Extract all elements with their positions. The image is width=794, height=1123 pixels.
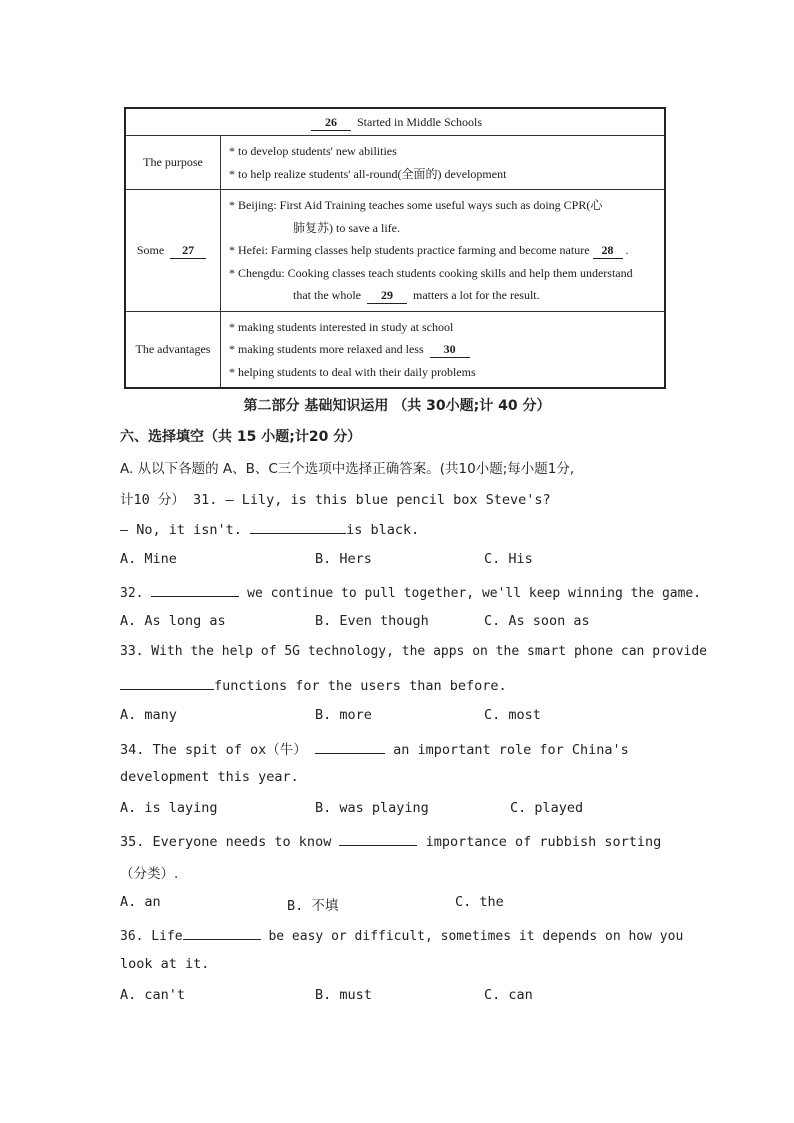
q36-option-a[interactable]: A. can't: [120, 987, 186, 1003]
q34-blank[interactable]: [315, 739, 385, 754]
q34-line-1: [120, 738, 629, 758]
advantage-item: [229, 338, 656, 361]
part-heading: 六、选择填空（共 15 小题;计20 分）: [120, 429, 362, 445]
q33-option-c[interactable]: C. most: [484, 707, 541, 723]
chengdu-line-2: [229, 284, 656, 307]
purpose-item: * to help realize students' all-round(全面的) development: [229, 166, 507, 181]
q34-option-b[interactable]: B. was playing: [315, 800, 429, 816]
q31-answer-post: is black.: [346, 522, 420, 538]
chengdu-line-1: * Chengdu: Cooking classes teach students cooking skills and help them understand: [229, 265, 633, 280]
some-content: [221, 190, 666, 312]
q35-option-c[interactable]: C. the: [455, 894, 504, 910]
q31-answer-line: [120, 519, 419, 538]
q31-option-c[interactable]: C. His: [484, 551, 533, 567]
q32-blank[interactable]: [151, 582, 239, 597]
q35-text-pre: 35. Everyone needs to know: [120, 834, 332, 850]
q35-blank[interactable]: [339, 831, 417, 846]
q36-option-c[interactable]: C. can: [484, 987, 533, 1003]
q32-line: [120, 582, 701, 601]
q34-text-pre: 34. The spit of ox（牛）: [120, 742, 307, 758]
q33-blank[interactable]: [120, 675, 214, 690]
q35-line-1: [120, 831, 661, 850]
advantages-label: The advantages: [125, 311, 221, 388]
q36-blank[interactable]: [183, 925, 261, 940]
q32-option-b[interactable]: B. Even though: [315, 613, 429, 629]
purpose-label: The purpose: [125, 136, 221, 190]
instruction-line-1: A. 从以下各题的 A、B、C三个选项中选择正确答案。(共10小题;每小题1分,: [120, 461, 575, 477]
table-title-text: Started in Middle Schools: [357, 114, 482, 129]
q33-line-1: 33. With the help of 5G technology, the apps on the smart phone can provide: [120, 644, 707, 659]
advantage-item: * making students interested in study at school: [229, 319, 454, 334]
q31-blank[interactable]: [250, 519, 346, 534]
some-label: Some: [136, 242, 165, 257]
blank-30: 30: [430, 341, 470, 358]
some-label-cell: [125, 190, 221, 312]
table-title-row: [125, 108, 665, 136]
q32-option-c[interactable]: C. As soon as: [484, 613, 590, 629]
table-title: [125, 108, 665, 136]
q33-line-2: [120, 675, 507, 694]
q35-option-b[interactable]: B. 不填: [287, 898, 339, 914]
purpose-content: [221, 136, 666, 190]
section-heading: 第二部分 基础知识运用 （共 30小题;计 40 分）: [243, 398, 551, 414]
q36-text-post: be easy or difficult, sometimes it depends on how you: [268, 929, 684, 944]
blank-27: 27: [170, 242, 206, 259]
chengdu-text-post: matters a lot for the result.: [412, 288, 540, 302]
beijing-line-1: * Beijing: First Aid Training teaches some useful ways such as doing CPR(心: [229, 198, 603, 212]
advantage-item-text: * making students more relaxed and less: [229, 342, 424, 356]
q33-text: functions for the users than before.: [214, 678, 507, 694]
hefei-line: * Hefei: Farming classes help students practice farming and become nature 28 .: [229, 243, 629, 257]
q34-option-c[interactable]: C. played: [510, 800, 584, 816]
q33-option-a[interactable]: A. many: [120, 707, 177, 723]
advantage-item: * helping students to deal with their daily problems: [229, 364, 476, 379]
q35-line-2: （分类）.: [120, 866, 179, 882]
q32-number: 32.: [120, 586, 144, 601]
q36-option-b[interactable]: B. must: [315, 987, 372, 1003]
q34-line-2: development this year.: [120, 769, 299, 785]
q32-option-a[interactable]: A. As long as: [120, 613, 226, 629]
q32-text: we continue to pull together, we'll keep winning the game.: [247, 586, 702, 601]
q36-line-2: look at it.: [120, 956, 210, 972]
q34-option-a[interactable]: A. is laying: [120, 800, 218, 816]
beijing-line-2: 肺复苏) to save a life.: [293, 220, 400, 235]
q36-text-pre: 36. Life: [120, 929, 183, 944]
chengdu-text-pre: that the whole: [293, 288, 361, 302]
q35-option-a[interactable]: A. an: [120, 894, 161, 910]
purpose-item: * to develop students' new abilities: [229, 144, 397, 158]
q36-line-1: [120, 925, 683, 944]
q31-option-b[interactable]: B. Hers: [315, 551, 372, 567]
advantages-row: [125, 311, 665, 388]
q35-text-post: importance of rubbish sorting: [425, 834, 662, 850]
q31-answer-pre: — No, it isn't.: [120, 522, 242, 538]
some-row: [125, 190, 665, 312]
q31-option-a[interactable]: A. Mine: [120, 551, 177, 567]
blank-29: 29: [367, 287, 407, 304]
hefei-text: * Hefei: Farming classes help students practice farming and become nature: [229, 243, 590, 257]
info-table: [124, 107, 666, 389]
blank-26: 26: [311, 114, 351, 131]
advantages-content: [221, 311, 666, 388]
blank-28: 28: [593, 242, 623, 259]
purpose-row: [125, 136, 665, 190]
q34-text-post: an important role for China's: [393, 742, 629, 758]
q33-option-b[interactable]: B. more: [315, 707, 372, 723]
instruction-line-2: 计10 分） 31. — Lily, is this blue pencil box Steve's?: [120, 492, 551, 508]
